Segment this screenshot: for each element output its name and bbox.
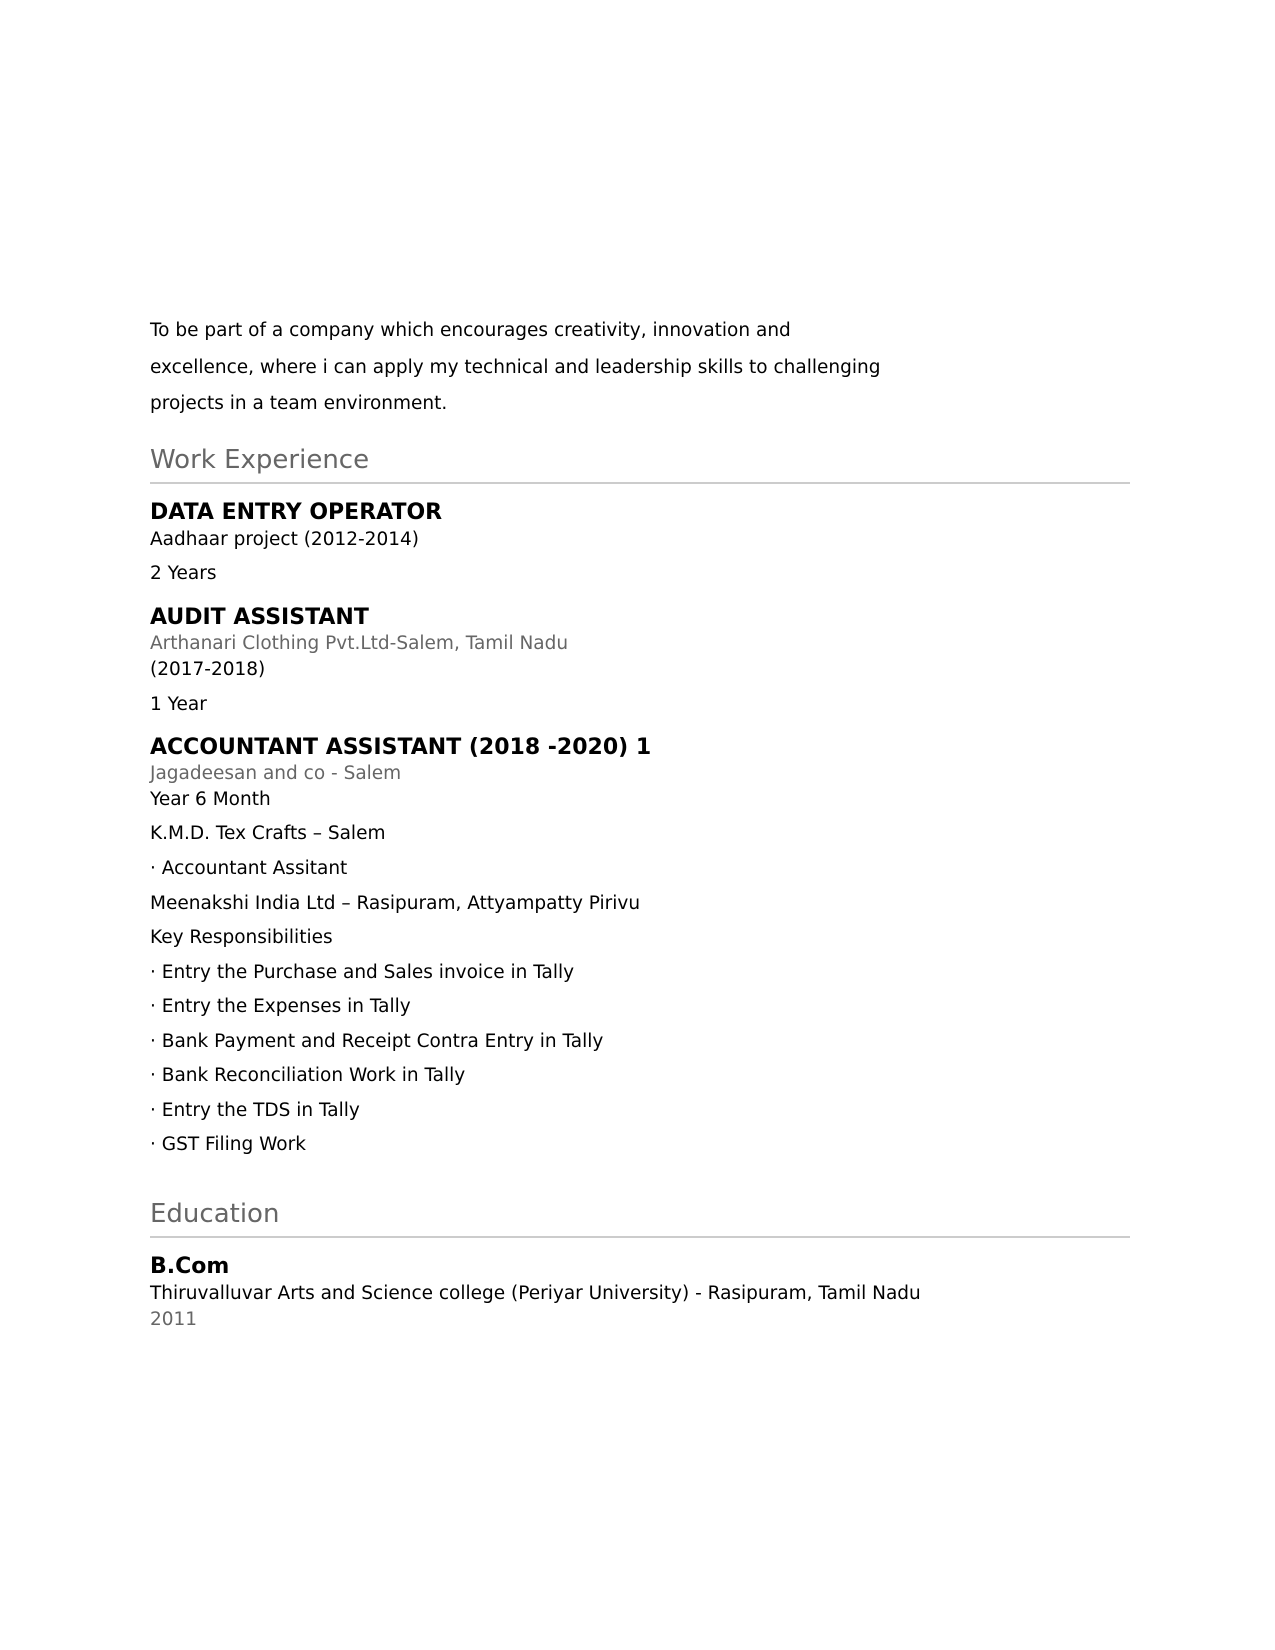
job-period: (2017-2018) [150,659,266,680]
job-detail: Meenakshi India Ltd – Rasipuram, Attyampatty Pirivu [150,893,641,914]
job-detail: Key Responsibilities [150,927,333,948]
job-title: DATA ENTRY OPERATOR [150,500,443,525]
responsibility-item: · Entry the Expenses in Tally [150,996,411,1017]
education-year: 2011 [150,1309,198,1330]
job-duration: 1 Year [150,694,207,715]
responsibility-item: · Bank Payment and Receipt Contra Entry in Tally [150,1031,604,1052]
job-company: Aadhaar project (2012-2014) [150,529,419,550]
job-company: Jagadeesan and co - Salem [150,763,402,784]
job-detail: Year 6 Month [150,789,271,810]
responsibility-item: · Entry the Purchase and Sales invoice in Tally [150,962,575,983]
job-company: Arthanari Clothing Pvt.Ltd-Salem, Tamil Nadu [150,633,569,654]
objective-paragraph [150,313,1050,423]
job-title: AUDIT ASSISTANT [150,605,369,630]
objective-line: projects in a team environment. [150,393,448,414]
objective-line: excellence, where i can apply my technical and leadership skills to challenging [150,356,881,378]
job-detail: · Accountant Assitant [150,858,348,879]
job-title: ACCOUNTANT ASSISTANT (2018 -2020) 1 [150,735,652,760]
responsibility-item: · GST Filing Work [150,1134,306,1155]
degree-title: B.Com [150,1254,230,1279]
job-detail: K.M.D. Tex Crafts – Salem [150,823,386,844]
responsibility-item: · Entry the TDS in Tally [150,1100,360,1121]
work-experience-heading: Work Experience [150,444,1130,484]
job-duration: 2 Years [150,563,217,584]
education-heading: Education [150,1198,1130,1238]
education-institution: Thiruvalluvar Arts and Science college (Periyar University) - Rasipuram, Tamil Nadu [150,1283,921,1304]
objective-line: To be part of a company which encourages creativity, innovation and [150,320,791,341]
responsibility-item: · Bank Reconciliation Work in Tally [150,1065,466,1086]
